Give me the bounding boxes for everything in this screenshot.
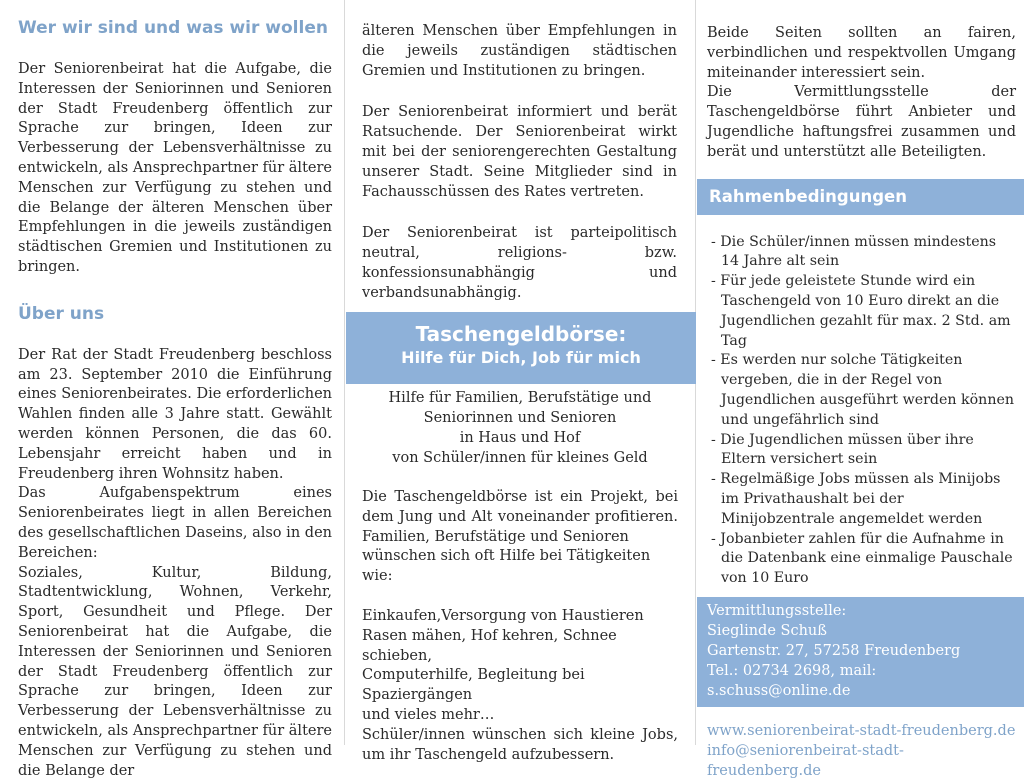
conditions-list [707,233,1016,589]
task-line: Einkaufen,Versorgung von Haustieren [362,607,644,624]
list-item: - Die Schüler/innen müssen mindestens 14 Jahre alt sein [711,233,997,270]
column-middle-lower [346,388,696,763]
intro-line: Hilfe für Familien, Berufstätige und [388,390,652,406]
paragraph-continuation: älteren Menschen über Empfehlungen in die jeweils zuständigen städtischen Gremien und Institutionen zu bringen. [362,23,677,79]
paragraph-project: Die Taschengeldbörse ist ein Projekt, bei dem Jung und Alt voneinander profitieren. Familien, Berufstätige und Senioren [362,489,678,545]
paragraph-fair-dealing: Beide Seiten sollten an fairen, verbindlichen und respektvollen Umgang miteinander interessiert sein. [707,25,1016,81]
paragraph-areas: Soziales, Kultur, Bildung, Stadtentwicklung, Wohnen, Verkehr, Sport, Gesundheit und Pflege. Der Seniorenbeirat hat die Aufgabe, die Interessen der Seniorinnen und Senioren der Stadt Freudenberg öffentlich zur Sprache zur bringen, Ideen zur Verbesserung der Lebensverhältnisse zu entwickeln, als Ansprechpartner für ältere Menschen zur Verfügung zu stehen und die Belange der [18,564,332,779]
paragraph-scope: Das Aufgabenspektrum eines Seniorenbeirates liegt in allen Bereichen des gesellschaftlichen Daseins, also in den Bereichen: [18,485,332,561]
list-item: - Für jede geleistete Stunde wird ein Taschengeld von 10 Euro direkt an die Jugendlichen gezahlt für max. 2 Std. am Tag [711,273,1011,349]
intro-line: Seniorinnen und Senioren [423,410,617,426]
task-line: Rasen mähen, Hof kehren, Schnee schieben, [362,627,617,664]
banner-title: Taschengeldbörse: [415,322,627,346]
contact-phone-mail: Tel.: 02734 2698, mail: s.schuss@online.de [707,662,877,699]
paragraph-agency: Die Vermittlungsstelle der Taschengeldbörse führt Anbieter und Jugendliche haftungsfrei zusammen und berät und unterstützt alle Beteiligten. [707,84,1016,160]
contact-box [697,597,1024,707]
banner-subtitle: Hilfe für Dich, Job für mich [401,348,641,367]
paragraph-neutrality: Der Seniorenbeirat ist parteipolitisch neutral, religions- bzw. konfessionsunabhängig und verbandsunabhängig. [362,225,677,301]
heading-about-us: Über uns [18,303,105,324]
intro-line: in Haus und Hof [459,430,581,446]
website-link[interactable]: www.seniorenbeirat-stadt-freudenberg.de [707,722,1016,739]
task-line: und vieles mehr… [362,706,495,723]
list-item: - Jobanbieter zahlen für die Aufnahme in die Datenbank eine einmalige Pauschale von 10 Euro [711,530,1013,587]
contact-address: Gartenstr. 27, 57258 Freudenberg [707,642,961,659]
paragraph-founding: Der Rat der Stadt Freudenberg beschloss am 23. September 2010 die Einführung eines Seniorenbeirates. Die erforderlichen Wahlen finden alle 3 Jahre statt. Gewählt werden können Personen, die das 60. Lebensjahr erreicht haben und in Freudenberg ihren Wohnsitz haben. [18,346,332,482]
paragraph-mission: Der Seniorenbeirat hat die Aufgabe, die Interessen der Seniorinnen und Senioren der Stadt Freudenberg öffentlich zur Sprache zur bringen, Ideen zur Verbesserung der Lebensverhältnisse zu entwickeln, als Ansprechpartner für ältere Menschen zur Verfügung zu stehen und die Belange der älteren Menschen über Empfehlungen in die jeweils zuständigen städtischen Gremien und Institutionen zu bringen. [18,61,332,275]
contact-name: Sieglinde Schuß [707,622,827,639]
intro-lines [362,388,678,468]
task-line: Schüler/innen wünschen sich kleine Jobs, um ihr Taschengeld aufzubessern. [362,726,678,763]
contact-label: Vermittlungsstelle: [707,602,847,619]
paragraph-help-wanted: wünschen sich oft Hilfe bei Tätigkeiten wie: [362,548,651,585]
heading-conditions: Rahmenbedingungen [697,179,1024,215]
task-line: Computerhilfe, Begleitung bei Spaziergängen [362,667,585,704]
intro-line: von Schüler/innen für kleines Geld [392,450,648,466]
heading-who-we-are: Wer wir sind und was wir wollen [18,18,328,38]
email-link[interactable]: info@seniorenbeirat-stadt-freudenberg.de [707,742,904,779]
list-item: - Die Jugendlichen müssen über ihre Eltern versichert sein [711,431,974,468]
column-left [0,0,345,779]
list-item: - Es werden nur solche Tätigkeiten vergeben, die in der Regel von Jugendlichen ausgeführt werden können und ungefährlich sind [711,352,1014,428]
list-item: - Regelmäßige Jobs müssen als Minijobs im Privathaushalt bei der Minijobzentrale angemeldet werden [711,471,1001,527]
taschengeldboerse-banner [346,312,696,384]
column-right [697,0,1024,779]
paragraph-advice: Der Seniorenbeirat informiert und berät Ratsuchende. Der Seniorenbeirat wirkt mit bei der seniorengerechten Gestaltung unserer Stadt. Seine Mitglieder sind in Fachausschüssen des Rates vertreten. [362,104,677,200]
